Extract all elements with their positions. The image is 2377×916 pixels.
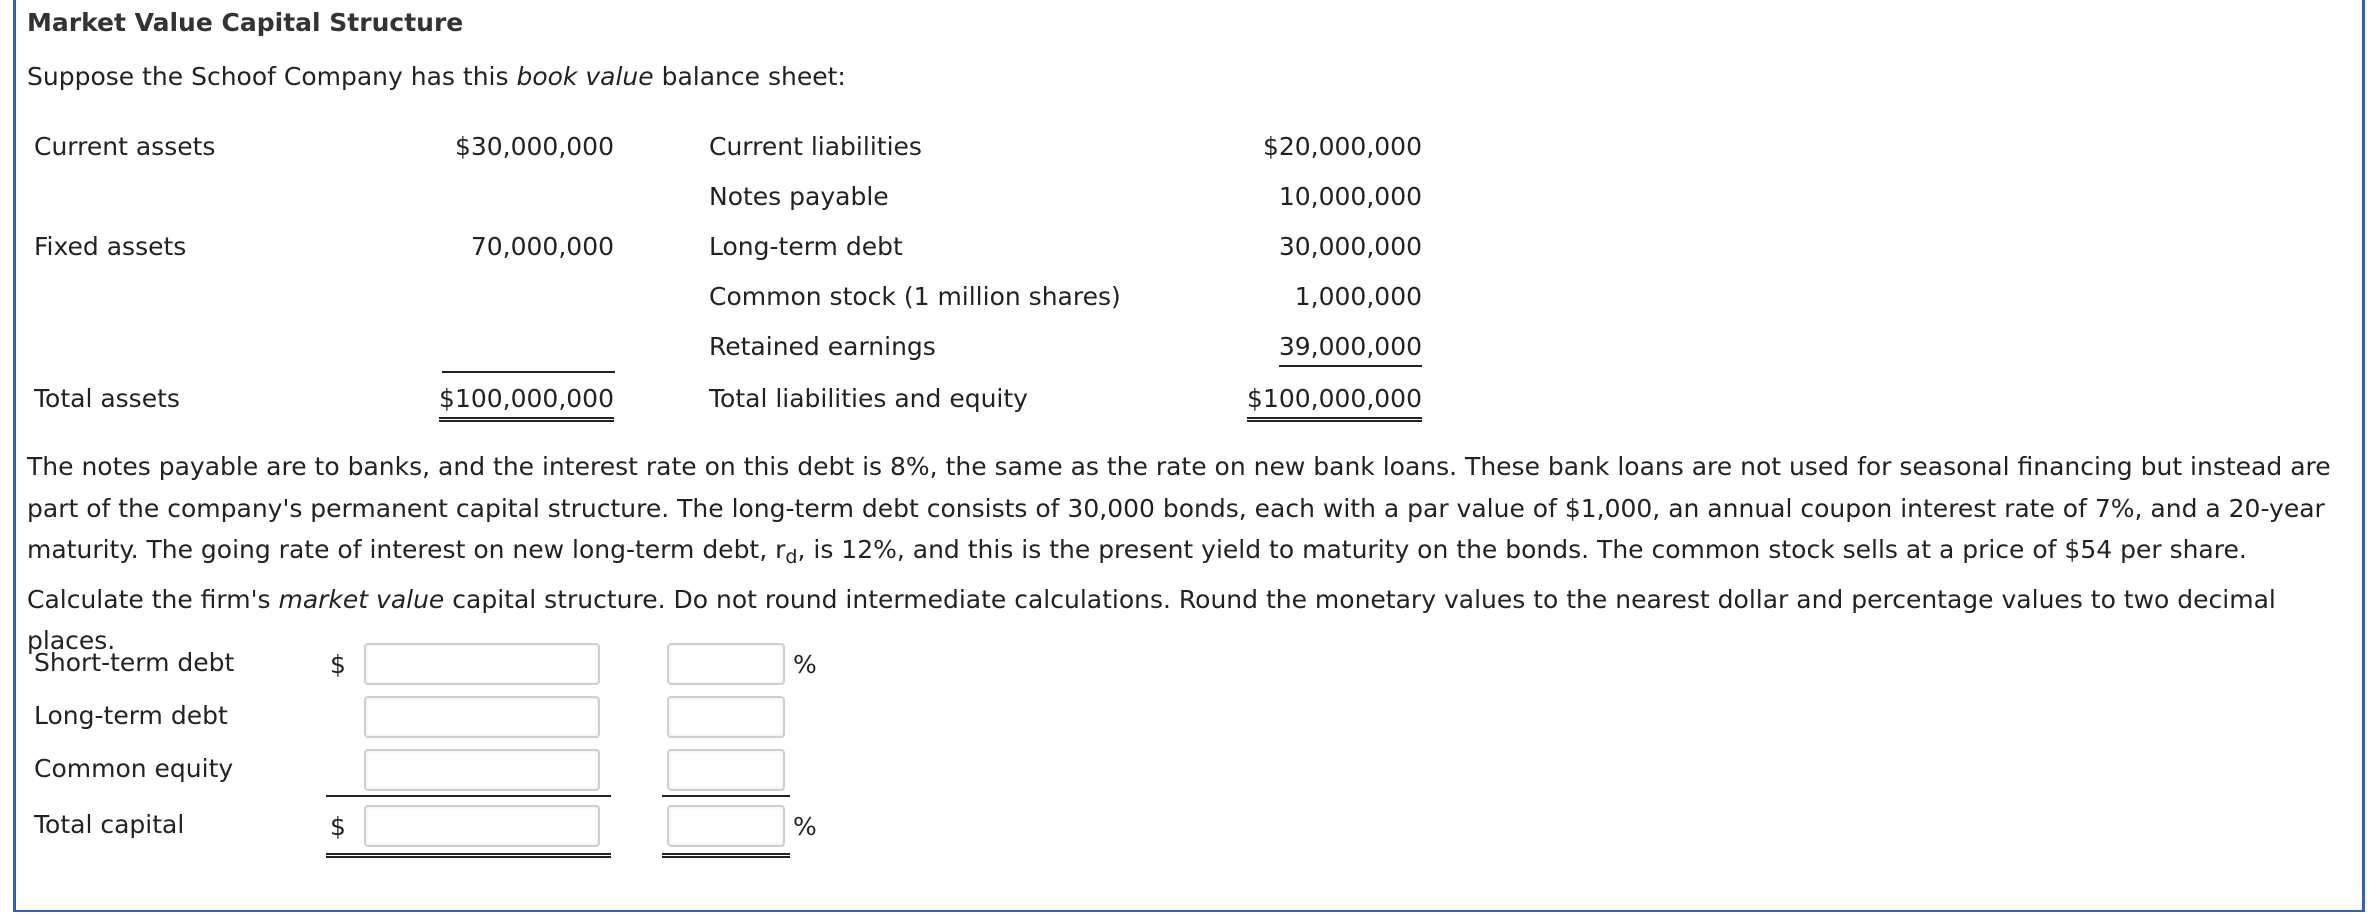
problem-paragraph	[27, 446, 2362, 662]
total-liabilities-equity-value: $100,000,000	[1247, 384, 1422, 422]
current-assets-label: Current assets	[34, 132, 216, 161]
common-stock-value: 1,000,000	[1294, 282, 1422, 311]
short-term-debt-percent-sign: %	[793, 650, 817, 679]
intro-text	[27, 62, 846, 91]
retained-earnings-value: 39,000,000	[1279, 332, 1422, 367]
retained-earnings-label: Retained earnings	[709, 332, 936, 361]
percent-total-double-rule	[662, 853, 790, 858]
fixed-assets-label: Fixed assets	[34, 232, 187, 261]
paragraph-part-3: capital structure. Do not round intermediate calculations. Round the monetary values to the nearest dollar and percentage values to two decimal places.	[27, 584, 2276, 655]
problem-title: Market Value Capital Structure	[27, 8, 464, 37]
total-assets-value: $100,000,000	[439, 384, 614, 422]
intro-text-italic: book value	[516, 62, 654, 91]
notes-payable-label: Notes payable	[709, 182, 889, 211]
total-capital-percent-input[interactable]	[667, 805, 785, 847]
current-liabilities-value: $20,000,000	[1262, 132, 1422, 161]
total-capital-dollar-sign: $	[330, 812, 346, 841]
long-term-debt-percent-input[interactable]	[667, 696, 785, 738]
long-term-debt-amount-input[interactable]	[364, 696, 600, 738]
intro-text-start: Suppose the Schoof Company has this	[27, 62, 517, 91]
paragraph-italic-market-value: market value	[278, 584, 445, 614]
total-capital-label: Total capital	[34, 810, 185, 839]
short-term-debt-amount-input[interactable]	[364, 643, 600, 685]
common-equity-percent-input[interactable]	[667, 749, 785, 791]
notes-payable-value: 10,000,000	[1278, 182, 1422, 211]
rd-subscript: d	[785, 546, 798, 568]
amount-subtotal-rule	[326, 795, 611, 797]
assets-subtotal-rule	[442, 371, 615, 373]
amount-total-double-rule	[326, 853, 611, 858]
common-stock-label: Common stock (1 million shares)	[709, 282, 1121, 311]
long-term-debt-row-label: Long-term debt	[34, 701, 228, 730]
common-equity-label: Common equity	[34, 754, 234, 783]
intro-text-end: balance sheet:	[653, 62, 846, 91]
long-term-debt-value: 30,000,000	[1278, 232, 1422, 261]
total-assets-label: Total assets	[34, 384, 180, 413]
paragraph-part-1: The notes payable are to banks, and the interest rate on this debt is 8%, the same as the rate on new bank loans. These bank loans are not used for seasonal financing but instead are part of the company's permanent capital structure. The long-term debt consists of 30,000 bonds, each with a par value of $1,000, an annual coupon interest rate of 7%, and a 20-year maturity. The going rate of interest on new long-term debt, r	[27, 452, 2331, 564]
total-capital-percent-sign: %	[793, 812, 817, 841]
total-capital-amount-input[interactable]	[364, 805, 600, 847]
short-term-debt-percent-input[interactable]	[667, 643, 785, 685]
short-term-debt-dollar-sign: $	[330, 650, 346, 679]
percent-subtotal-rule	[662, 795, 790, 797]
total-liabilities-equity-label: Total liabilities and equity	[709, 384, 1028, 413]
fixed-assets-value: 70,000,000	[470, 232, 614, 261]
short-term-debt-label: Short-term debt	[34, 648, 235, 677]
current-liabilities-label: Current liabilities	[709, 132, 922, 161]
common-equity-amount-input[interactable]	[364, 749, 600, 791]
long-term-debt-label: Long-term debt	[709, 232, 903, 261]
paragraph-part-2: , is 12%, and this is the present yield to maturity on the bonds. The common stock sells at a price of $54 per share. Calculate the firm's	[27, 535, 2247, 614]
current-assets-value: $30,000,000	[454, 132, 614, 161]
